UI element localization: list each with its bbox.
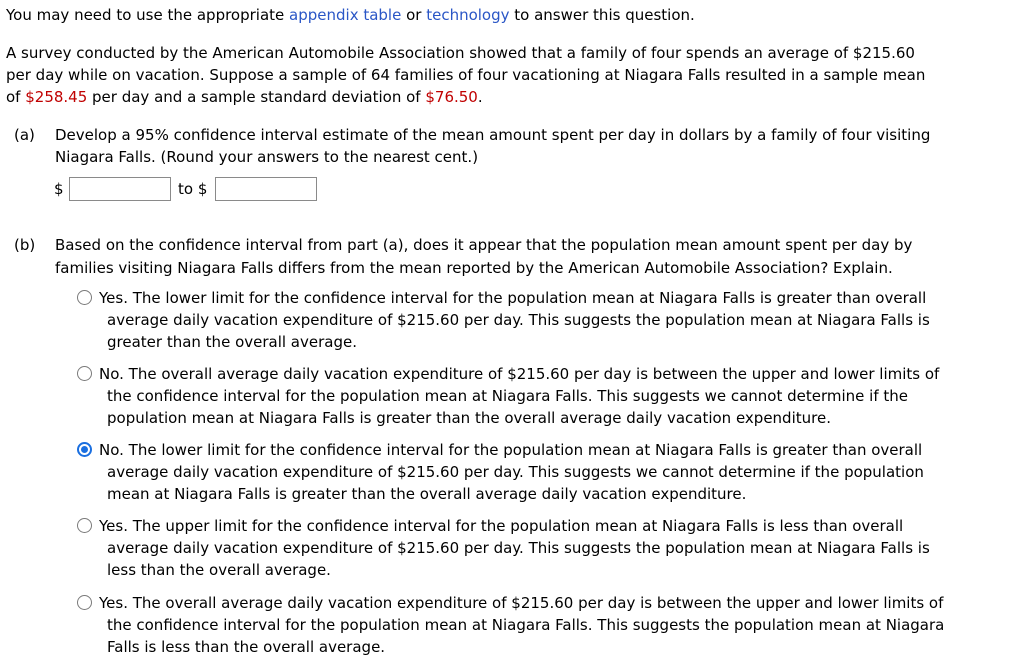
ci-upper-input[interactable] xyxy=(215,177,317,201)
option-1-line-2: average daily vacation expenditure of $215.60 per day. This suggests the population mean at Niagara Falls is xyxy=(107,311,930,329)
problem-line-3b: per day and a sample standard deviation of xyxy=(87,88,426,106)
problem-line-3 xyxy=(6,87,483,107)
lower-dollar-sign: $ xyxy=(54,180,64,198)
option-3-line-1: No. The lower limit for the confidence interval for the population mean at Niagara Falls is greater than overall xyxy=(99,441,923,459)
part-b-line-2: families visiting Niagara Falls differs from the mean reported by the American Automobile Association? Explain. xyxy=(55,259,893,277)
radio-button-option-2[interactable] xyxy=(77,366,92,381)
part-a-line-1: Develop a 95% confidence interval estimate of the mean amount spent per day in dollars by a family of four visiting xyxy=(55,126,931,144)
part-a-label: (a) xyxy=(14,126,35,144)
option-3-line-3: mean at Niagara Falls is greater than the overall average daily vacation expenditure. xyxy=(107,485,747,503)
radio-button-option-3[interactable] xyxy=(77,442,92,457)
sample-mean-value: $258.45 xyxy=(25,88,88,106)
problem-line-2: per day while on vacation. Suppose a sample of 64 families of four vacationing at Niagara Falls resulted in a sample mean xyxy=(6,66,926,84)
option-5-line-1: Yes. The overall average daily vacation expenditure of $215.60 per day is between the upper and lower limits of xyxy=(99,594,944,612)
option-2-line-2: the confidence interval for the population mean at Niagara Falls. This suggests we cannot determine if the xyxy=(107,387,908,405)
option-5-line-2: the confidence interval for the population mean at Niagara Falls. This suggests the population mean at Niagara xyxy=(107,616,945,634)
option-4-line-3: less than the overall average. xyxy=(107,561,331,579)
intro-middle: or xyxy=(401,6,427,24)
option-5-line-3: Falls is less than the overall average. xyxy=(107,638,386,656)
option-2-line-1: No. The overall average daily vacation expenditure of $215.60 per day is between the upper and lower limits of xyxy=(99,365,940,383)
problem-line-3a: of xyxy=(6,88,26,106)
part-b-label: (b) xyxy=(14,236,36,254)
intro-prefix: You may need to use the appropriate xyxy=(6,6,290,24)
to-dollar-label: to $ xyxy=(178,180,208,198)
intro-suffix: to answer this question. xyxy=(509,6,695,24)
intro-text xyxy=(6,5,695,25)
option-1-line-1: Yes. The lower limit for the confidence interval for the population mean at Niagara Falls is greater than overall xyxy=(99,289,927,307)
radio-button-option-5[interactable] xyxy=(77,595,92,610)
option-4-line-1: Yes. The upper limit for the confidence interval for the population mean at Niagara Falls is less than overall xyxy=(99,517,904,535)
sample-sd-value: $76.50 xyxy=(425,88,478,106)
radio-button-option-4[interactable] xyxy=(77,518,92,533)
ci-lower-input[interactable] xyxy=(69,177,171,201)
option-2-line-3: population mean at Niagara Falls is greater than the overall average daily vacation expenditure. xyxy=(107,409,831,427)
option-1-line-3: greater than the overall average. xyxy=(107,333,357,351)
part-a-line-2: Niagara Falls. (Round your answers to the nearest cent.) xyxy=(55,148,479,166)
technology-link[interactable]: technology xyxy=(426,6,510,24)
problem-line-3c: . xyxy=(477,88,483,106)
part-b-line-1: Based on the confidence interval from part (a), does it appear that the population mean amount spent per day by xyxy=(55,236,913,254)
option-3-line-2: average daily vacation expenditure of $215.60 per day. This suggests we cannot determine if the population xyxy=(107,463,924,481)
radio-button-option-1[interactable] xyxy=(77,290,92,305)
problem-line-1: A survey conducted by the American Automobile Association showed that a family of four spends an average of $215.60 xyxy=(6,44,915,62)
appendix-table-link[interactable]: appendix table xyxy=(289,6,402,24)
option-4-line-2: average daily vacation expenditure of $215.60 per day. This suggests the population mean at Niagara Falls is xyxy=(107,539,930,557)
